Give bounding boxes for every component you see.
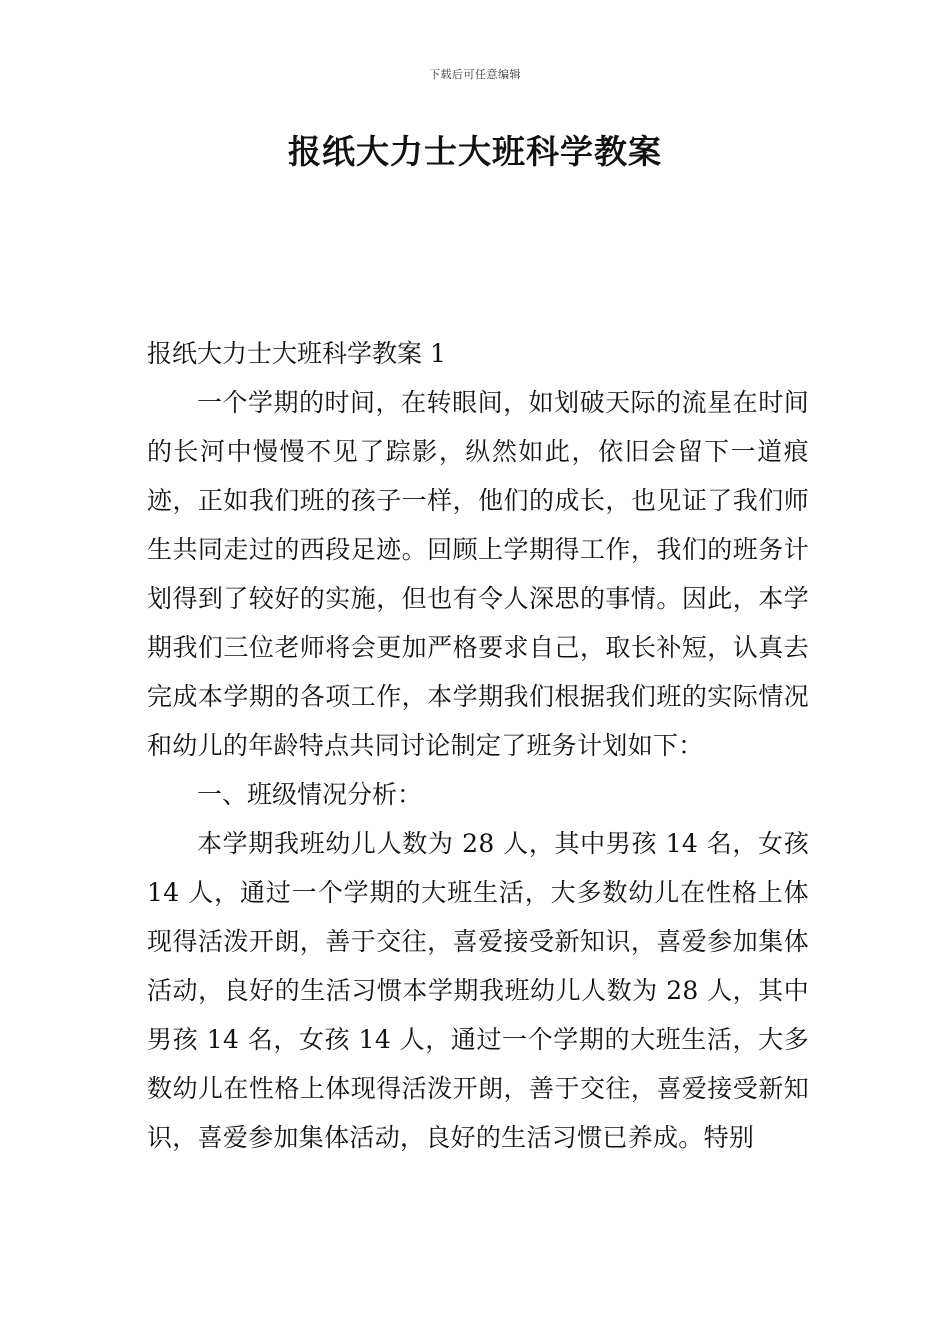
document-body (147, 330, 809, 1162)
class-analysis-paragraph: 本学期我班幼儿人数为 28 人，其中男孩 14 名，女孩 14 人，通过一个学期的大班生活，大多数幼儿在性格上体现得活泼开朗，善于交往，喜爱接受新知识，喜爱参加集体活动，良好的生活习惯本学期我班幼儿人数为 28 人，其中男孩 14 名，女孩 14 人，通过一个学期的大班生活，大多数幼儿在性格上体现得活泼开朗，善于交往，喜爱接受新知识，喜爱参加集体活动，良好的生活习惯已养成。特别 (147, 829, 809, 1152)
header-note: 下载后可任意编辑 (429, 68, 521, 81)
intro-paragraph: 一个学期的时间，在转眼间，如划破天际的流星在时间的长河中慢慢不见了踪影，纵然如此，依旧会留下一道痕迹，正如我们班的孩子一样，他们的成长，也见证了我们师生共同走过的西段足迹。回顾上学期得工作，我们的班务计划得到了较好的实施，但也有令人深思的事情。因此，本学期我们三位老师将会更加严格要求自己，取长补短，认真去完成本学期的各项工作，本学期我们根据我们班的实际情况和幼儿的年龄特点共同讨论制定了班务计划如下： (147, 388, 809, 760)
class-analysis-heading: 一、班级情况分析： (197, 780, 423, 809)
section-title: 报纸大力士大班科学教案 1 (147, 339, 446, 368)
document-title: 报纸大力士大班科学教案 (288, 132, 662, 171)
